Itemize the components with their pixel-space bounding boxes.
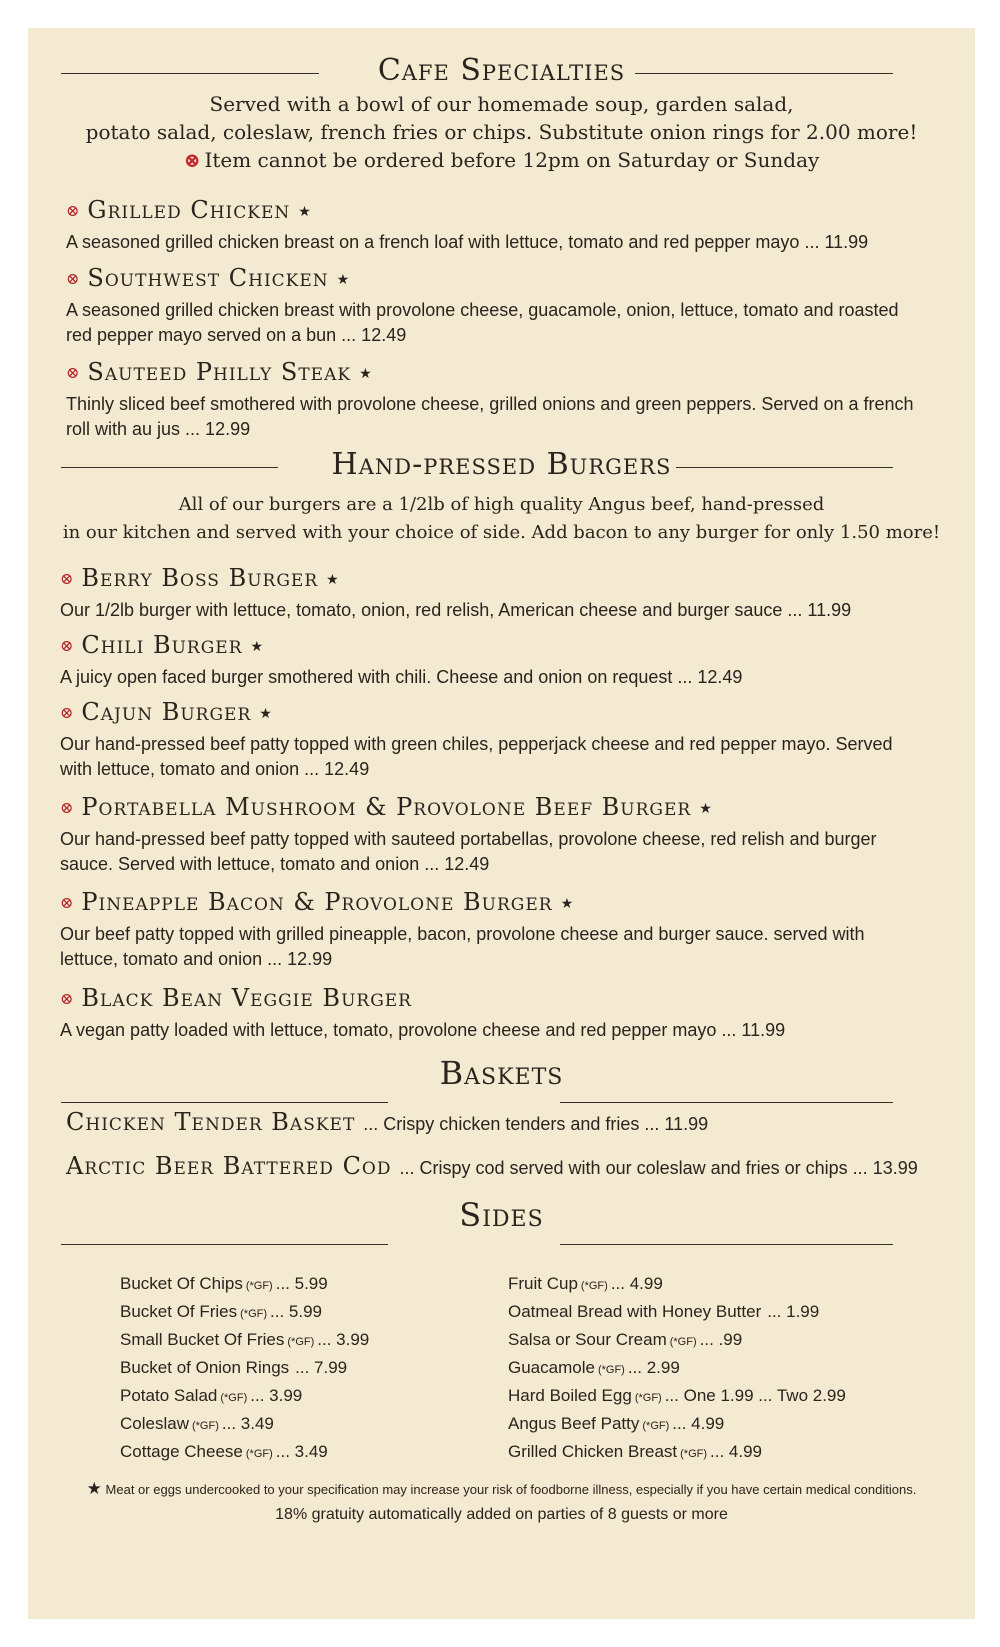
star-icon: ★	[359, 366, 372, 382]
item-description: Our hand-pressed beef patty topped with green chiles, pepperjack cheese and red pepper mayo. Served	[60, 734, 893, 754]
item-description: Our hand-pressed beef patty topped with sauteed portabellas, provolone cheese, red relish and burger	[60, 829, 877, 849]
side-name: Guacamole	[508, 1358, 595, 1377]
side-price: ... 3.99	[250, 1386, 303, 1405]
star-icon: ★	[298, 204, 311, 220]
section-title: Sides	[459, 1196, 544, 1234]
star-icon: ★	[560, 896, 574, 912]
item-description: ... Crispy cod served with our coleslaw and fries or chips ... 13.99	[399, 1158, 918, 1178]
side-item	[508, 1298, 846, 1326]
side-name: Oatmeal Bread with Honey Butter	[508, 1302, 762, 1321]
side-price: ... 5.99	[275, 1274, 328, 1293]
star-icon: ★	[86, 1479, 102, 1498]
item-name: Grilled Chicken	[87, 196, 291, 224]
item-name: Pineapple Bacon & Provolone Burger	[81, 888, 553, 916]
no-weekend-morning-icon: ⊗	[60, 703, 74, 722]
star-icon: ★	[699, 801, 712, 817]
menu-item	[60, 984, 930, 1043]
item-description: A vegan patty loaded with lettuce, tomato, provolone cheese and red pepper mayo ... 11.99	[60, 1020, 786, 1040]
side-item	[120, 1354, 369, 1382]
side-price: ... 3.99	[317, 1330, 370, 1349]
intro-line: All of our burgers are a 1/2lb of high quality Angus beef, hand-pressed	[178, 494, 825, 515]
no-weekend-morning-icon: ⊗	[66, 269, 80, 288]
gluten-free-tag: (*GF)	[680, 1448, 708, 1460]
side-price: ... 7.99	[295, 1358, 348, 1377]
gluten-free-tag: (*GF)	[669, 1336, 697, 1348]
sides-right-column	[508, 1270, 846, 1466]
side-price: ... .99	[699, 1330, 743, 1349]
side-item	[120, 1298, 369, 1326]
menu-item	[66, 196, 936, 255]
star-icon: ★	[336, 272, 350, 288]
intro-line: in our kitchen and served with your choice of side. Add bacon to any burger for only 1.50 more!	[62, 522, 941, 543]
notice-text: Item cannot be ordered before 12pm on Saturday or Sunday	[204, 148, 820, 172]
gluten-free-tag: (*GF)	[245, 1280, 273, 1292]
basket-item	[66, 1108, 708, 1136]
side-item	[120, 1382, 369, 1410]
item-description: Our beef patty topped with grilled pineapple, bacon, provolone cheese and burger sauce. served with	[60, 924, 865, 944]
item-name: Portabella Mushroom & Provolone Beef Burger	[81, 793, 692, 821]
side-price: ... 3.49	[221, 1414, 274, 1433]
side-item	[120, 1410, 369, 1438]
food-safety-warning	[28, 1479, 975, 1499]
side-price: ... 5.99	[270, 1302, 323, 1321]
star-icon: ★	[259, 706, 272, 722]
item-description: A seasoned grilled chicken breast on a french loaf with lettuce, tomato and red pepper mayo ... 11.99	[66, 232, 869, 252]
item-name: Chili Burger	[81, 631, 243, 659]
item-name: Black Bean Veggie Burger	[81, 984, 412, 1012]
side-item	[508, 1410, 846, 1438]
gratuity-notice: 18% gratuity automatically added on parties of 8 guests or more	[275, 1506, 728, 1523]
item-name: Cajun Burger	[81, 698, 252, 726]
section-header-cafe-specialties	[28, 53, 975, 93]
item-description: lettuce, tomato and onion ... 12.99	[60, 949, 333, 969]
item-description: Thinly sliced beef smothered with provolone cheese, grilled onions and green peppers. Served on a french	[66, 394, 914, 414]
no-weekend-morning-icon: ⊗	[183, 148, 201, 172]
item-description: sauce. Served with lettuce, tomato and onion ... 12.49	[60, 854, 490, 874]
gluten-free-tag: (*GF)	[245, 1448, 273, 1460]
sides-left-column	[120, 1270, 369, 1466]
item-description: A seasoned grilled chicken breast with provolone cheese, guacamole, onion, lettuce, tomato and roasted	[66, 300, 899, 320]
intro-line: Served with a bowl of our homemade soup, garden salad,	[209, 92, 794, 116]
gluten-free-tag: (*GF)	[642, 1420, 670, 1432]
item-description: red pepper mayo served on a bun ... 12.49	[66, 325, 407, 345]
intro-line: potato salad, coleslaw, french fries or chips. Substitute onion rings for 2.00 more!	[85, 120, 918, 144]
menu-item	[66, 358, 936, 442]
side-item	[508, 1326, 846, 1354]
no-weekend-morning-icon: ⊗	[60, 636, 74, 655]
gluten-free-tag: (*GF)	[597, 1364, 625, 1376]
item-description: A juicy open faced burger smothered with chili. Cheese and onion on request ... 12.49	[60, 667, 743, 687]
gluten-free-tag: (*GF)	[240, 1308, 268, 1320]
item-name: Arctic Beer Battered Cod	[66, 1152, 392, 1180]
side-name: Cottage Cheese	[120, 1442, 243, 1461]
menu-item	[60, 631, 930, 690]
star-icon: ★	[250, 639, 264, 655]
no-weekend-morning-icon: ⊗	[60, 798, 74, 817]
side-item	[508, 1438, 846, 1466]
cafe-intro	[28, 90, 975, 174]
side-price: ... 3.49	[275, 1442, 328, 1461]
side-price: ... 2.99	[627, 1358, 680, 1377]
menu-item	[60, 698, 930, 782]
section-title: Hand-pressed Burgers	[331, 447, 672, 482]
warning-text: Meat or eggs undercooked to your specification may increase your risk of foodborne illness, especially if you have certain medical conditions.	[105, 1482, 917, 1497]
side-name: Bucket Of Fries	[120, 1302, 238, 1321]
gluten-free-tag: (*GF)	[191, 1420, 219, 1432]
side-name: Coleslaw	[120, 1414, 189, 1433]
item-description: Our 1/2lb burger with lettuce, tomato, onion, red relish, American cheese and burger sauce ... 11.99	[60, 600, 852, 620]
side-name: Bucket of Onion Rings	[120, 1358, 290, 1377]
no-weekend-morning-icon: ⊗	[66, 363, 80, 382]
side-name: Grilled Chicken Breast	[508, 1442, 678, 1461]
side-item	[120, 1270, 369, 1298]
burgers-intro	[28, 491, 975, 547]
divider-line	[61, 1102, 388, 1103]
item-description: roll with au jus ... 12.99	[66, 419, 251, 439]
side-item	[508, 1382, 846, 1410]
item-name: Southwest Chicken	[87, 264, 329, 292]
side-price: ... One 1.99 ... Two 2.99	[664, 1386, 846, 1405]
side-name: Small Bucket Of Fries	[120, 1330, 285, 1349]
section-header-baskets	[28, 1054, 975, 1094]
side-name: Angus Beef Patty	[508, 1414, 640, 1433]
side-price: ... 4.99	[610, 1274, 663, 1293]
gluten-free-tag: (*GF)	[634, 1392, 662, 1404]
no-weekend-morning-icon: ⊗	[60, 989, 74, 1008]
item-name: Berry Boss Burger	[81, 564, 319, 592]
basket-item	[66, 1152, 918, 1180]
side-item	[508, 1270, 846, 1298]
menu-page	[28, 28, 975, 1619]
side-price: ... 4.99	[710, 1442, 762, 1461]
menu-item	[60, 793, 930, 877]
side-name: Bucket Of Chips	[120, 1274, 243, 1293]
divider-line	[560, 1244, 893, 1245]
gluten-free-tag: (*GF)	[220, 1392, 248, 1404]
side-item	[508, 1354, 846, 1382]
section-header-burgers	[28, 447, 975, 487]
item-name: Sauteed Philly Steak	[87, 358, 352, 386]
item-description: ... Crispy chicken tenders and fries ... 11.99	[363, 1114, 709, 1134]
side-name: Salsa or Sour Cream	[508, 1330, 667, 1349]
section-header-sides	[28, 1196, 975, 1236]
item-name: Chicken Tender Basket	[66, 1108, 356, 1136]
side-name: Hard Boiled Egg	[508, 1386, 632, 1405]
item-description: with lettuce, tomato and onion ... 12.49	[60, 759, 370, 779]
side-price: ... 4.99	[672, 1414, 725, 1433]
section-title: Cafe Specialties	[377, 53, 626, 88]
section-title: Baskets	[439, 1054, 564, 1092]
side-price: ... 1.99	[767, 1302, 820, 1321]
gluten-free-tag: (*GF)	[580, 1280, 608, 1292]
side-item	[120, 1326, 369, 1354]
side-name: Fruit Cup	[508, 1274, 578, 1293]
divider-line	[560, 1102, 893, 1103]
star-icon: ★	[326, 572, 339, 588]
no-weekend-morning-icon: ⊗	[60, 893, 74, 912]
menu-item	[60, 888, 930, 972]
side-item	[120, 1438, 369, 1466]
no-weekend-morning-icon: ⊗	[60, 569, 74, 588]
menu-item	[60, 564, 930, 623]
gluten-free-tag: (*GF)	[287, 1336, 315, 1348]
divider-line	[61, 1244, 388, 1245]
menu-item	[66, 264, 936, 348]
no-weekend-morning-icon: ⊗	[66, 201, 80, 220]
weekend-notice	[28, 146, 975, 174]
side-name: Potato Salad	[120, 1386, 218, 1405]
